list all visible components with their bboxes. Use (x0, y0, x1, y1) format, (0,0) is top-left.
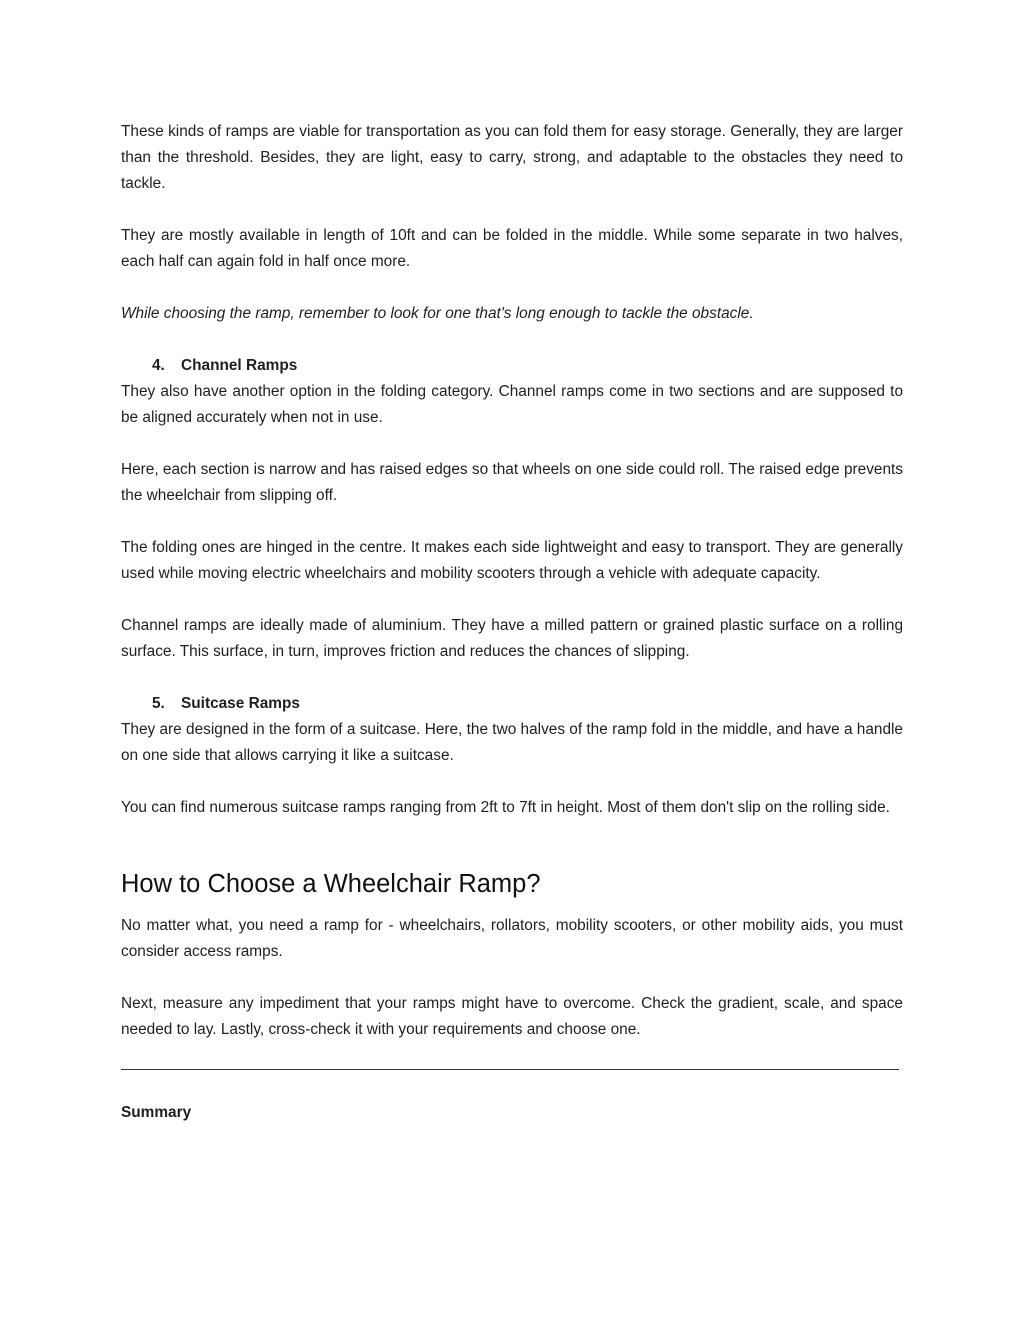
list-number: 5. (152, 695, 165, 712)
document-page (121, 119, 903, 1126)
paragraph-suitcase-2: You can find numerous suitcase ramps ranging from 2ft to 7ft in height. Most of them don't slip on the rolling side. (121, 799, 890, 816)
horizontal-divider (121, 1069, 899, 1070)
list-heading-label: Channel Ramps (181, 357, 298, 374)
section-heading: How to Choose a Wheelchair Ramp? (121, 870, 541, 898)
paragraph-choose-1: No matter what, you need a ramp for - wheelchairs, rollators, mobility scooters, or other mobility aids, you must consider access ramps. (121, 917, 903, 960)
list-heading-channel-ramps (121, 353, 903, 379)
paragraph-channel-2: Here, each section is narrow and has raised edges so that wheels on one side could roll. The raised edge prevents the wheelchair from slipping off. (121, 461, 903, 504)
paragraph-channel-3: The folding ones are hinged in the centre. It makes each side lightweight and easy to transport. They are generally used while moving electric wheelchairs and mobility scooters through a vehicle with adequate capacity. (121, 539, 903, 582)
paragraph-choosing-tip: While choosing the ramp, remember to look for one that's long enough to tackle the obstacle. (121, 305, 754, 322)
paragraph-choose-2: Next, measure any impediment that your ramps might have to overcome. Check the gradient, scale, and space needed to lay. Lastly, cross-check it with your requirements and choose one. (121, 995, 903, 1038)
list-number: 4. (152, 357, 165, 374)
paragraph-channel-4: Channel ramps are ideally made of aluminium. They have a milled pattern or grained plastic surface on a rolling surface. This surface, in turn, improves friction and reduces the chances of slipping. (121, 617, 903, 660)
summary-label: Summary (121, 1104, 192, 1121)
list-heading-suitcase-ramps (121, 691, 903, 717)
list-heading-label: Suitcase Ramps (181, 695, 300, 712)
paragraph-folding-ramps-length: They are mostly available in length of 10ft and can be folded in the middle. While some separate in two halves, each half can again fold in half once more. (121, 227, 903, 270)
paragraph-channel-1: They also have another option in the folding category. Channel ramps come in two sections and are supposed to be aligned accurately when not in use. (121, 383, 903, 426)
paragraph-suitcase-1: They are designed in the form of a suitcase. Here, the two halves of the ramp fold in the middle, and have a handle on one side that allows carrying it like a suitcase. (121, 721, 903, 764)
paragraph-folding-ramps-intro: These kinds of ramps are viable for transportation as you can fold them for easy storage. Generally, they are larger than the threshold. Besides, they are light, easy to carry, strong, and adaptable to the obstacles they need to tackle. (121, 123, 903, 192)
